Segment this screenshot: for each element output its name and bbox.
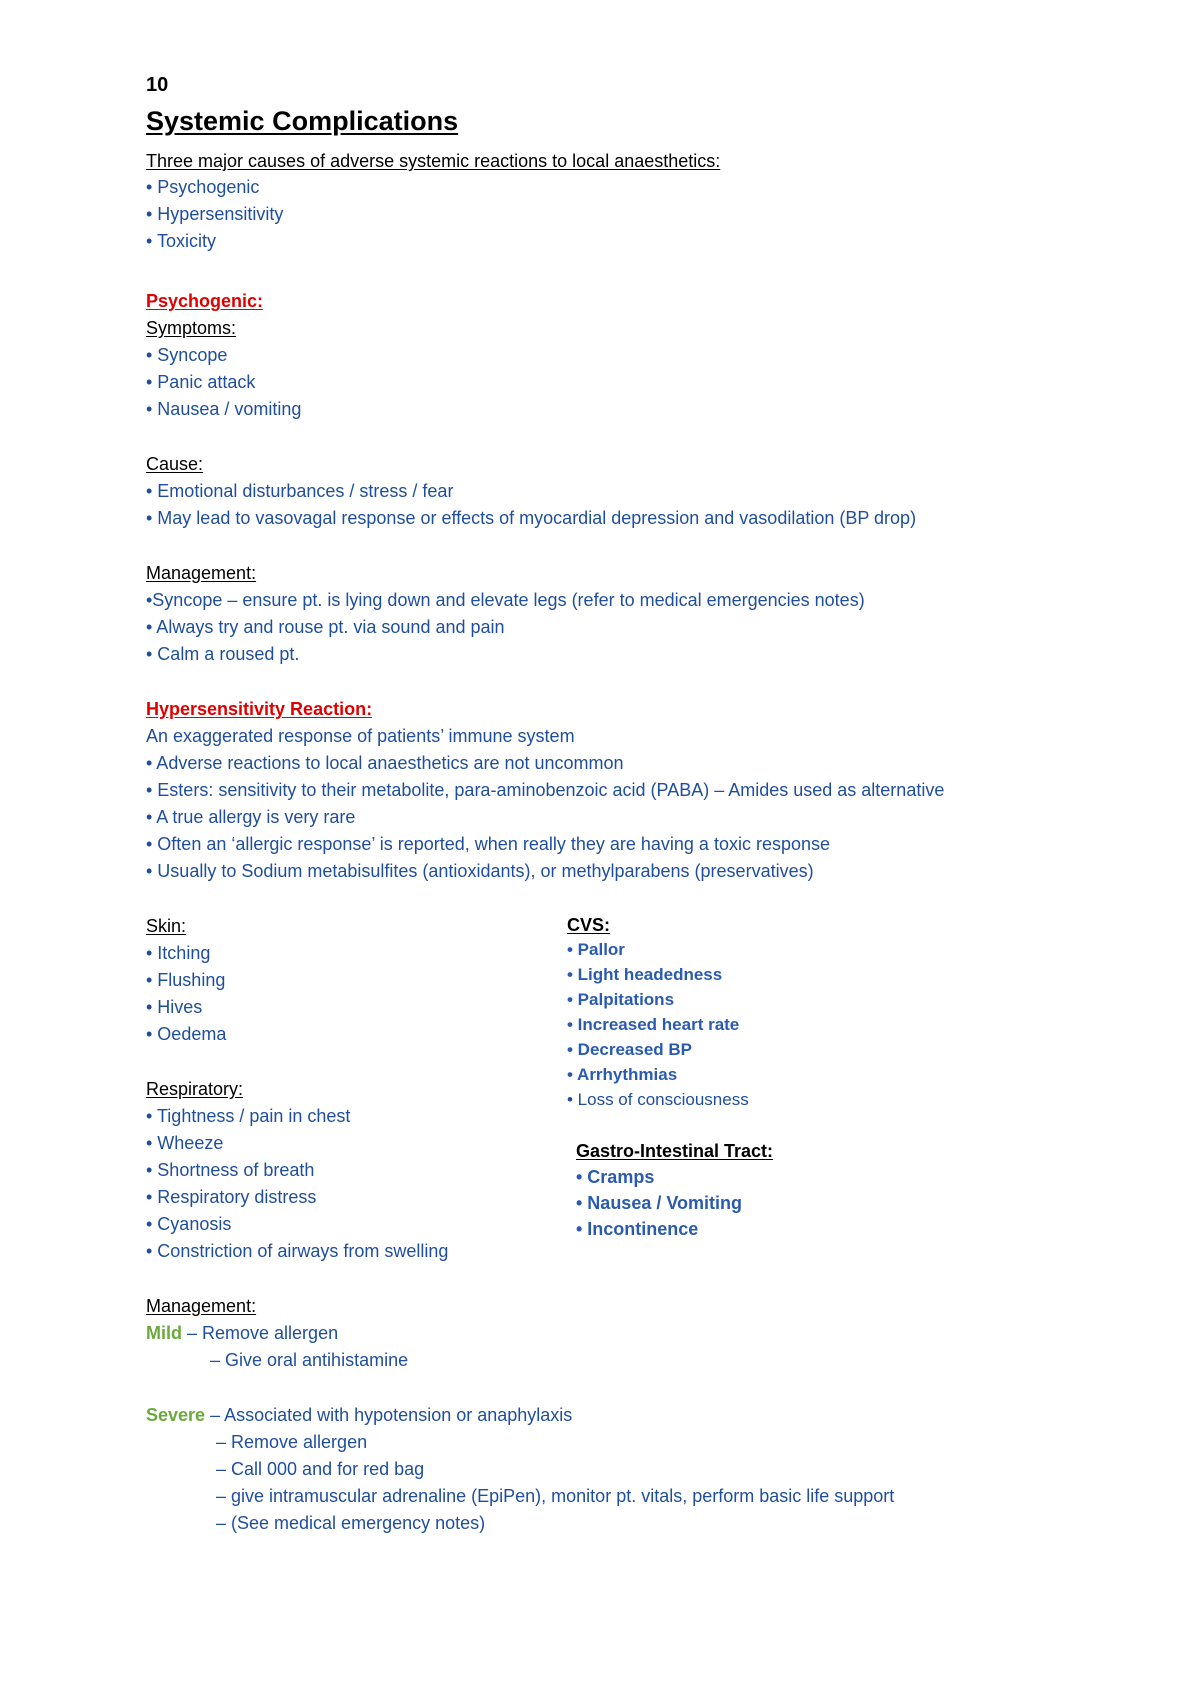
list-item: • Respiratory distress bbox=[146, 1187, 317, 1207]
list-item: • Oedema bbox=[146, 1024, 227, 1044]
list-item: • Tightness / pain in chest bbox=[146, 1106, 351, 1126]
severe-line bbox=[146, 1404, 572, 1426]
list-item: • Psychogenic bbox=[146, 177, 260, 197]
list-item: • Toxicity bbox=[146, 231, 216, 251]
git-heading: Gastro-Intestinal Tract: bbox=[576, 1141, 774, 1161]
list-item: • Decreased BP bbox=[567, 1040, 693, 1059]
mild-subitem: – Give oral antihistamine bbox=[210, 1350, 409, 1370]
list-item: • Itching bbox=[146, 943, 211, 963]
list-item: • May lead to vasovagal response or effects of myocardial depression and vasodilation (BP drop) bbox=[146, 508, 917, 528]
list-item: • Increased heart rate bbox=[567, 1015, 740, 1034]
list-item: • Loss of consciousness bbox=[567, 1090, 749, 1109]
mild-label: Mild bbox=[146, 1323, 182, 1343]
symptoms-heading: Symptoms: bbox=[146, 318, 237, 338]
skin-heading: Skin: bbox=[146, 916, 187, 936]
list-item: • Calm a roused pt. bbox=[146, 644, 300, 664]
list-item: • Incontinence bbox=[576, 1219, 699, 1239]
list-item: • Hypersensitivity bbox=[146, 204, 284, 224]
severe-subitem: – Call 000 and for red bag bbox=[216, 1459, 425, 1479]
list-item: • Hives bbox=[146, 997, 203, 1017]
list-item: • Flushing bbox=[146, 970, 226, 990]
list-item: • Nausea / vomiting bbox=[146, 399, 302, 419]
cause-heading: Cause: bbox=[146, 454, 204, 474]
list-item: • Light headedness bbox=[567, 965, 723, 984]
definition-text: An exaggerated response of patients’ immune system bbox=[146, 726, 575, 746]
severe-label: Severe bbox=[146, 1405, 206, 1425]
list-item: • Shortness of breath bbox=[146, 1160, 315, 1180]
list-item: • Emotional disturbances / stress / fear bbox=[146, 481, 454, 501]
list-item: • Pallor bbox=[567, 940, 625, 959]
management-heading: Management: bbox=[146, 1296, 257, 1316]
intro-heading: Three major causes of adverse systemic reactions to local anaesthetics: bbox=[146, 151, 721, 171]
list-item: • Nausea / Vomiting bbox=[576, 1193, 742, 1213]
management-heading: Management: bbox=[146, 563, 257, 583]
list-item: • Cyanosis bbox=[146, 1214, 232, 1234]
page-title: Systemic Complications bbox=[146, 106, 459, 136]
list-item: • Syncope bbox=[146, 345, 228, 365]
severe-subitem: – give intramuscular adrenaline (EpiPen), monitor pt. vitals, perform basic life support bbox=[216, 1486, 895, 1506]
section-heading-psychogenic: Psychogenic: bbox=[146, 291, 264, 311]
list-item: • Esters: sensitivity to their metabolite, para-aminobenzoic acid (PABA) – Amides used as alternative bbox=[146, 780, 945, 800]
list-item: • Adverse reactions to local anaesthetics are not uncommon bbox=[146, 753, 624, 773]
severe-subitem: – Remove allergen bbox=[216, 1432, 368, 1452]
list-item: • Arrhythmias bbox=[567, 1065, 678, 1084]
section-heading-hypersensitivity: Hypersensitivity Reaction: bbox=[146, 699, 373, 719]
severe-text: – Associated with hypotension or anaphylaxis bbox=[205, 1405, 573, 1425]
list-item: • A true allergy is very rare bbox=[146, 807, 356, 827]
list-item: • Often an ‘allergic response’ is reported, when really they are having a toxic response bbox=[146, 834, 830, 854]
mild-text: – Remove allergen bbox=[182, 1323, 339, 1343]
list-item: • Wheeze bbox=[146, 1133, 224, 1153]
list-item: • Constriction of airways from swelling bbox=[146, 1241, 449, 1261]
severe-subitem: – (See medical emergency notes) bbox=[216, 1513, 486, 1533]
list-item: • Cramps bbox=[576, 1167, 655, 1187]
list-item: • Usually to Sodium metabisulfites (antioxidants), or methylparabens (preservatives) bbox=[146, 861, 814, 881]
list-item: • Panic attack bbox=[146, 372, 256, 392]
list-item: • Always try and rouse pt. via sound and pain bbox=[146, 617, 505, 637]
respiratory-heading: Respiratory: bbox=[146, 1079, 244, 1099]
cvs-heading: CVS: bbox=[567, 915, 611, 935]
page-number: 10 bbox=[146, 74, 169, 96]
list-item: • Palpitations bbox=[567, 990, 675, 1009]
mild-line bbox=[146, 1322, 338, 1344]
list-item: •Syncope – ensure pt. is lying down and elevate legs (refer to medical emergencies notes) bbox=[146, 590, 865, 610]
